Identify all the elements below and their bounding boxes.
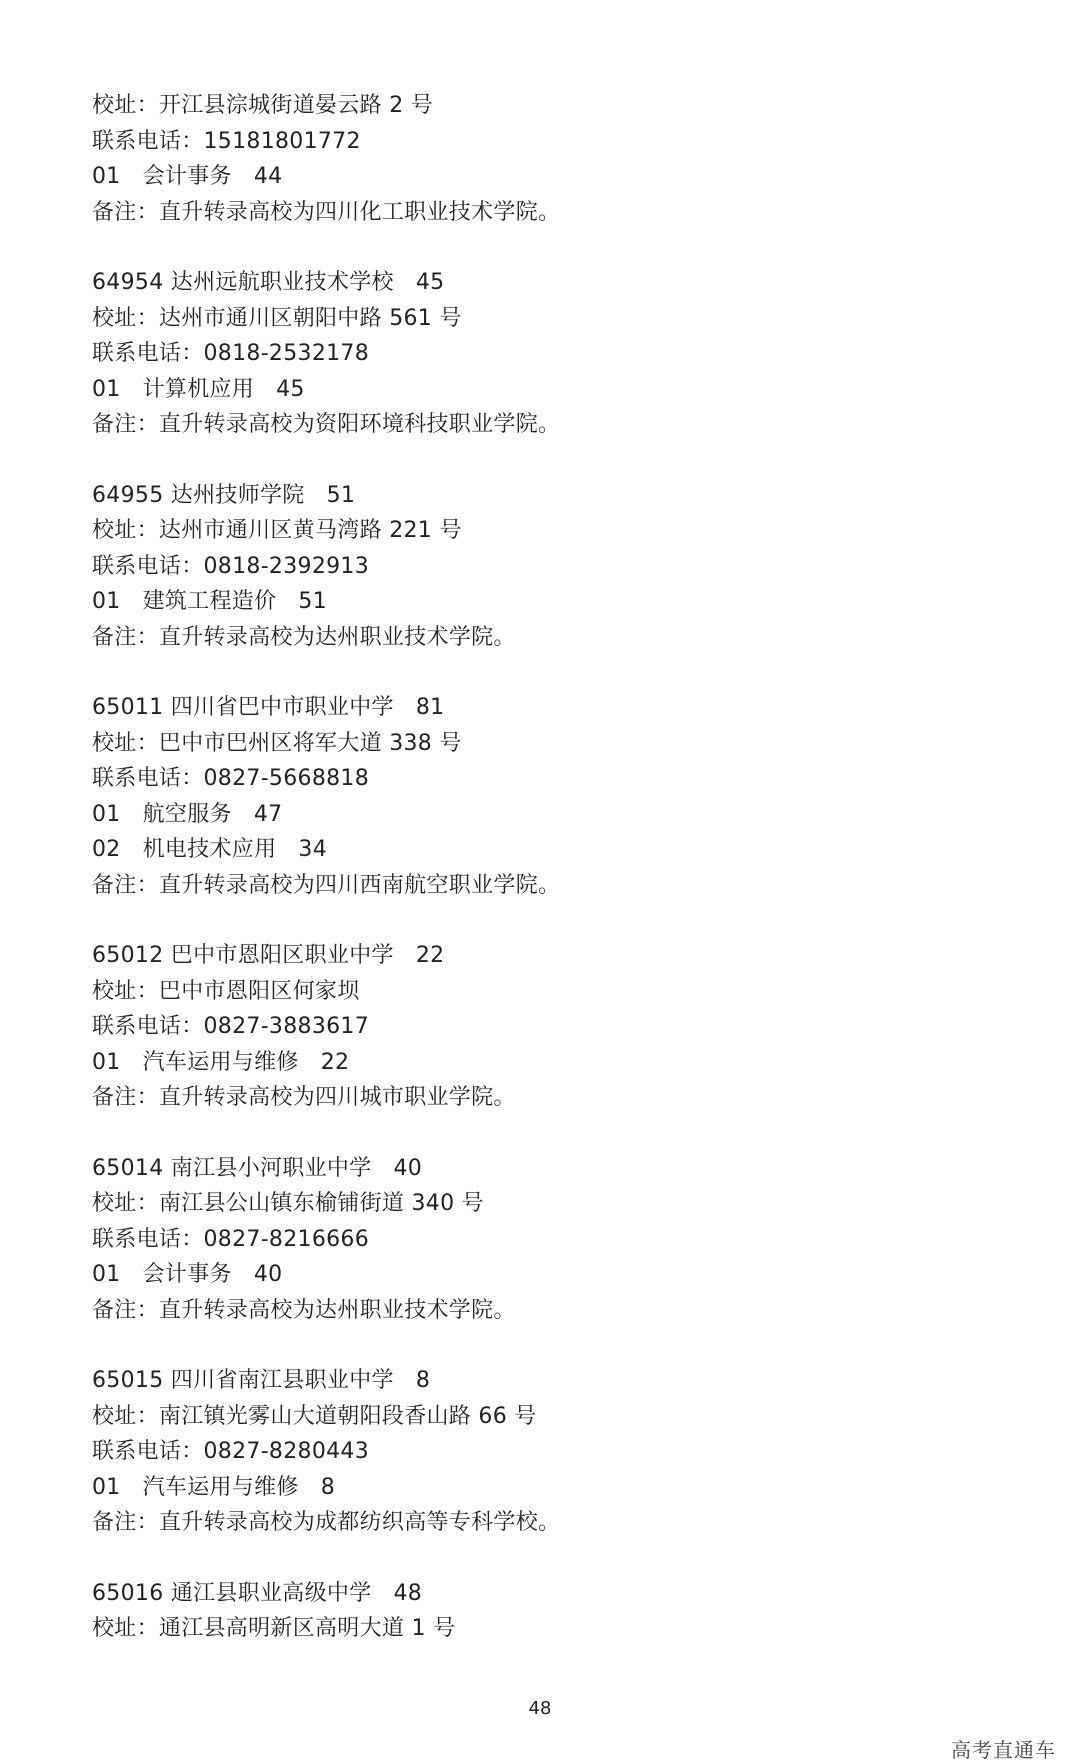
school-address: 校址：南江镇光雾山大道朝阳段香山路 66 号 bbox=[92, 1403, 537, 1429]
major-count: 34 bbox=[298, 837, 328, 862]
school-heading bbox=[92, 265, 992, 301]
school-note: 备注：直升转录高校为四川城市职业学院。 bbox=[92, 1085, 516, 1110]
school-phone: 联系电话：15181801772 bbox=[92, 128, 361, 154]
major-row bbox=[92, 1257, 992, 1293]
school-total: 45 bbox=[415, 270, 445, 295]
school-note: 备注：直升转录高校为资阳环境科技职业学院。 bbox=[92, 412, 561, 437]
page-number: 48 bbox=[528, 1698, 552, 1719]
major-name: 机电技术应用 bbox=[142, 837, 277, 862]
school-phone: 联系电话：0827-8216666 bbox=[92, 1226, 370, 1252]
school-total: 22 bbox=[415, 943, 445, 968]
school-heading bbox=[92, 690, 992, 726]
school-name: 达州技师学院 bbox=[170, 482, 305, 508]
major-name: 计算机应用 bbox=[142, 376, 255, 402]
major-count: 40 bbox=[253, 1262, 283, 1287]
school-name: 南江县小河职业中学 bbox=[170, 1155, 372, 1181]
major-name: 汽车运用与维修 bbox=[142, 1474, 299, 1500]
school-code: 65012 bbox=[92, 943, 164, 968]
school-entry bbox=[92, 1363, 992, 1541]
major-code: 01 bbox=[92, 1474, 121, 1500]
watermark-label: 高考直通车 bbox=[951, 1738, 1056, 1762]
major-code: 01 bbox=[92, 589, 121, 614]
school-note: 备注：直升转录高校为成都纺织高等专科学校。 bbox=[92, 1510, 561, 1535]
school-code: 65011 bbox=[92, 695, 164, 720]
school-phone: 联系电话：0818-2392913 bbox=[92, 553, 370, 579]
school-total: 81 bbox=[415, 695, 445, 720]
major-row bbox=[92, 584, 992, 620]
major-row bbox=[92, 372, 992, 408]
school-phone: 联系电话：0827-8280443 bbox=[92, 1439, 370, 1464]
school-code: 65014 bbox=[92, 1155, 164, 1181]
school-entry bbox=[92, 690, 992, 903]
school-note: 备注：直升转录高校为四川化工职业技术学院。 bbox=[92, 199, 561, 225]
school-total: 48 bbox=[393, 1580, 423, 1606]
major-name: 建筑工程造价 bbox=[142, 589, 277, 614]
school-total: 51 bbox=[326, 482, 356, 508]
major-row bbox=[92, 1045, 992, 1081]
major-count: 44 bbox=[253, 164, 283, 189]
school-address: 校址：巴中市巴州区将军大道 338 号 bbox=[92, 730, 462, 756]
major-code: 01 bbox=[92, 376, 121, 402]
school-heading bbox=[92, 1151, 992, 1187]
major-count: 22 bbox=[320, 1049, 350, 1075]
school-heading bbox=[92, 938, 992, 974]
major-code: 02 bbox=[92, 837, 121, 862]
major-count: 47 bbox=[253, 801, 283, 827]
school-note: 备注：直升转录高校为达州职业技术学院。 bbox=[92, 624, 516, 650]
major-code: 01 bbox=[92, 164, 121, 189]
school-name: 达州远航职业技术学校 bbox=[170, 270, 394, 295]
school-name: 通江县职业高级中学 bbox=[170, 1580, 372, 1606]
school-entry bbox=[92, 1151, 992, 1329]
major-code: 01 bbox=[92, 801, 121, 827]
school-address: 校址：巴中市恩阳区何家坝 bbox=[92, 978, 360, 1004]
school-entry bbox=[92, 265, 992, 443]
school-note: 备注：直升转录高校为四川西南航空职业学院。 bbox=[92, 872, 561, 898]
major-count: 45 bbox=[276, 376, 305, 402]
school-entry-continued bbox=[92, 88, 992, 230]
school-address: 校址：通江县高明新区高明大道 1 号 bbox=[92, 1616, 456, 1641]
school-address: 校址：达州市通川区朝阳中路 561 号 bbox=[92, 305, 462, 331]
school-code: 65016 bbox=[92, 1580, 164, 1606]
school-name: 四川省南江县职业中学 bbox=[170, 1368, 394, 1393]
major-count: 8 bbox=[320, 1474, 336, 1500]
school-total: 40 bbox=[393, 1155, 423, 1181]
school-address: 校址：达州市通川区黄马湾路 221 号 bbox=[92, 518, 462, 543]
school-name: 巴中市恩阳区职业中学 bbox=[170, 943, 394, 968]
school-note: 备注：直升转录高校为达州职业技术学院。 bbox=[92, 1297, 516, 1323]
major-name: 航空服务 bbox=[142, 801, 232, 827]
major-row bbox=[92, 797, 992, 833]
major-name: 会计事务 bbox=[142, 1262, 232, 1287]
major-code: 01 bbox=[92, 1049, 121, 1075]
school-code: 64954 bbox=[92, 270, 164, 295]
school-entry bbox=[92, 478, 992, 656]
school-phone: 联系电话：0827-5668818 bbox=[92, 766, 370, 791]
major-row bbox=[92, 1470, 992, 1506]
school-phone: 联系电话：0818-2532178 bbox=[92, 341, 370, 366]
document-body bbox=[92, 88, 992, 1682]
school-total: 8 bbox=[415, 1368, 431, 1393]
major-count: 51 bbox=[298, 589, 328, 614]
school-heading bbox=[92, 478, 992, 514]
major-code: 01 bbox=[92, 1262, 121, 1287]
school-heading bbox=[92, 1576, 992, 1612]
major-row bbox=[92, 832, 992, 868]
school-address: 校址：开江县淙城街道晏云路 2 号 bbox=[92, 93, 434, 118]
school-phone: 联系电话：0827-3883617 bbox=[92, 1014, 370, 1039]
major-name: 会计事务 bbox=[142, 164, 232, 189]
school-address: 校址：南江县公山镇东榆铺街道 340 号 bbox=[92, 1191, 484, 1216]
school-name: 四川省巴中市职业中学 bbox=[170, 695, 394, 720]
major-name: 汽车运用与维修 bbox=[142, 1049, 299, 1075]
school-heading bbox=[92, 1363, 992, 1399]
school-entry bbox=[92, 938, 992, 1116]
school-code: 64955 bbox=[92, 482, 164, 508]
school-code: 65015 bbox=[92, 1368, 164, 1393]
major-row bbox=[92, 159, 992, 195]
school-entry bbox=[92, 1576, 992, 1647]
